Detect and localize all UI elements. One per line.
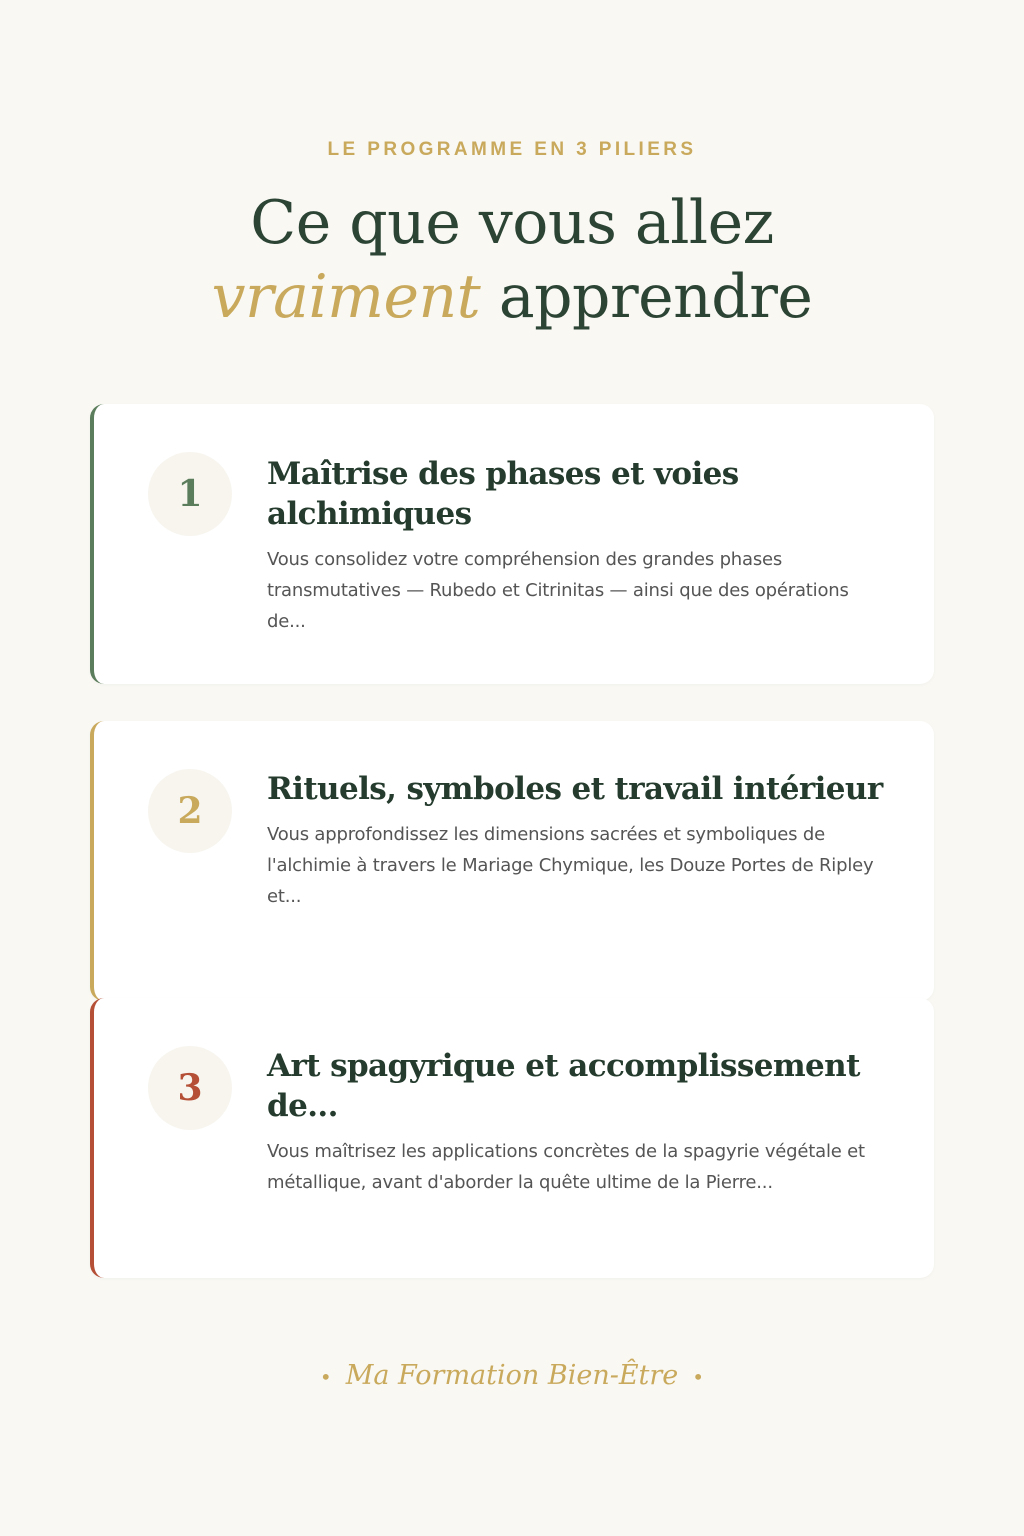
bullet-dot-icon: •	[692, 1364, 705, 1389]
section-title	[0, 186, 1024, 334]
pillar-content	[267, 454, 886, 637]
pillar-card-1	[90, 404, 934, 684]
title-line-2: apprendre	[498, 262, 813, 332]
pillar-content	[267, 1046, 886, 1198]
title-line-1: Ce que vous allez	[250, 188, 774, 258]
pillar-content	[267, 769, 886, 912]
pillar-number-badge: 3	[148, 1046, 232, 1130]
pillar-title: Rituels, symboles et travail intérieur	[267, 771, 883, 807]
pillar-description: Vous maîtrisez les applications concrètes de la spagyrie végétale et métallique, avant d'aborder la quête ultime de la Pierre...	[267, 1141, 865, 1193]
pillar-title: Maîtrise des phases et voies alchimiques	[267, 456, 739, 532]
brand-footer	[0, 1356, 1024, 1397]
pillar-card-2	[90, 721, 934, 1001]
section-eyebrow: LE PROGRAMME EN 3 PILIERS	[327, 139, 697, 160]
bullet-dot-icon: •	[319, 1364, 332, 1389]
brand-name: Ma Formation Bien-Être	[345, 1360, 679, 1391]
pillar-card-3	[90, 998, 934, 1278]
pillar-number-badge: 1	[148, 452, 232, 536]
title-accent-word: vraiment	[211, 262, 481, 332]
pillar-description: Vous consolidez votre compréhension des grandes phases transmutatives — Rubedo et Citrinitas — ainsi que des opérations de...	[267, 549, 849, 632]
pillar-number-badge: 2	[148, 769, 232, 853]
pillar-description: Vous approfondissez les dimensions sacrées et symboliques de l'alchimie à travers le Mariage Chymique, les Douze Portes de Ripley et...	[267, 824, 874, 907]
pillar-title: Art spagyrique et accomplissement de...	[267, 1048, 860, 1124]
